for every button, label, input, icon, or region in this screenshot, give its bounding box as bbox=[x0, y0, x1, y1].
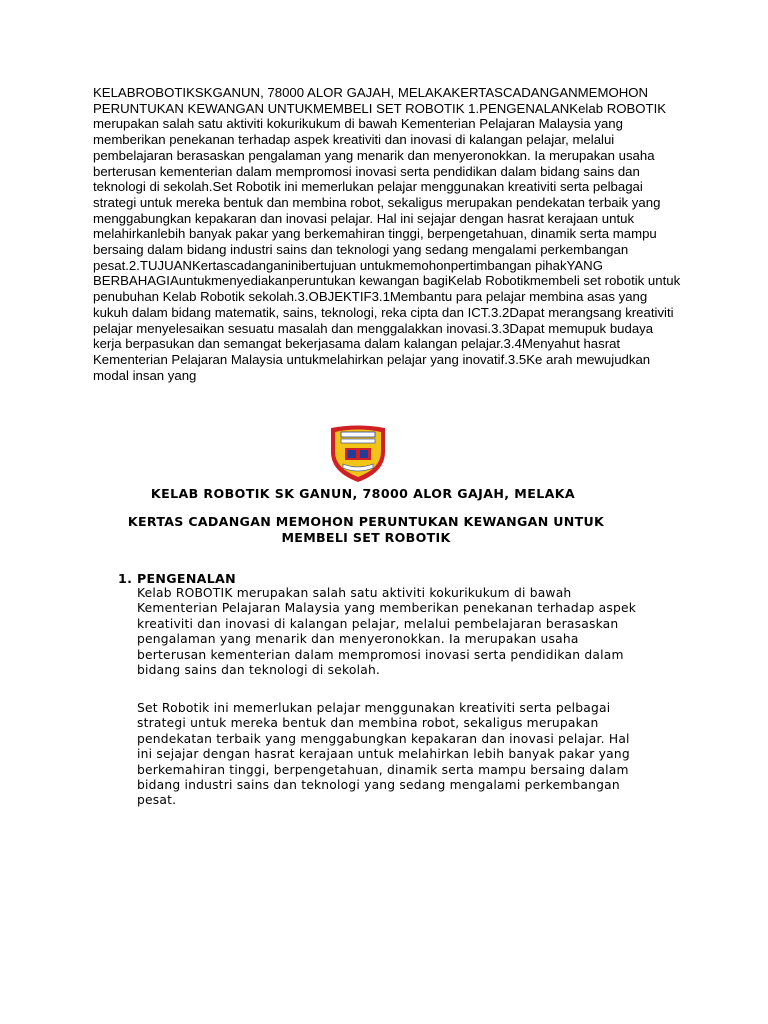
proposal-title-line-1: KERTAS CADANGAN MEMOHON PERUNTUKAN KEWANGAN UNTUK bbox=[127, 514, 605, 529]
section-number: 1. bbox=[118, 571, 133, 586]
section-title: PENGENALAN bbox=[137, 571, 236, 586]
proposal-title bbox=[0, 514, 732, 546]
section-heading-pengenalan bbox=[118, 571, 236, 586]
introduction-paragraph-1: Kelab ROBOTIK merupakan salah satu aktiviti kokurikukum di bawah Kementerian Pelajaran Malaysia yang memberikan penekanan terhadap aspek kreativiti dan inovasi di kalangan pelajar, melalui pembelajaran berasaskan pengalaman yang menarik dan menyeronokkan. Ia merupakan usaha berterusan kementerian dalam mempromosi inovasi serta pendidikan dalam bidang sains dan teknologi di sekolah. bbox=[137, 586, 637, 678]
introduction-paragraph-2: Set Robotik ini memerlukan pelajar menggunakan kreativiti serta pelbagai strategi untuk mereka bentuk dan membina robot, sekaligus merupakan pendekatan terbaik yang menggabungkan kepakaran dan inovasi pelajar. Hal ini sejajar dengan hasrat kerajaan untuk melahirkan lebih banyak pakar yang berkemahiran tinggi, berpengetahuan, dinamik serta mampu bersaing dalam bidang industri sains dan teknologi yang sedang mengalami perkembangan pesat. bbox=[137, 701, 630, 808]
proposal-title-line-2: MEMBELI SET ROBOTIK bbox=[281, 530, 451, 545]
club-title: KELAB ROBOTIK SK GANUN, 78000 ALOR GAJAH, MELAKA bbox=[150, 486, 576, 501]
extracted-text-block: KELABROBOTIKSKGANUN, 78000 ALOR GAJAH, MELAKAKERTASCADANGANMEMOHON PERUNTUKAN KEWANGAN UNTUKMEMBELI SET ROBOTIK 1.PENGENALANKelab ROBOTIK merupakan salah satu aktiviti kokurikukum di bawah Kementerian Pelajaran Malaysia yang memberikan penekanan terhadap aspek kreativiti dan inovasi di kalangan pelajar, melalui pembelajaran berasaskan pengalaman yang menarik dan menyeronokkan. Ia merupakan usaha berterusan kementerian dalam mempromosi inovasi serta pendidikan dalam bidang sains dan teknologi di sekolah.Set Robotik ini memerlukan pelajar menggunakan kreativiti serta pelbagai strategi untuk mereka bentuk dan membina robot, sekaligus merupakan pendekatan terbaik yang menggabungkan kepakaran dan inovasi pelajar. Hal ini sejajar dengan hasrat kerajaan untuk melahirkanlebih banyak pakar yang berkemahiran tinggi, berpengetahuan, dinamik serta mampu bersaing dalam bidang industri sains dan teknologi yang sedang mengalami perkembangan pesat.2.TUJUANKertascadanganinibertujuan untukmemohonpertimbangan pihakYANG BERBAHAGIAuntukmenyediakanperuntukan kewangan bagiKelab Robotikmembeli set robotik untuk penubuhan Kelab Robotik sekolah.3.OBJEKTIF3.1Membantu para pelajar membina asas yang kukuh dalam bidang matematik, sains, teknologi, reka cipta dan ICT.3.2Dapat merangsang kreativiti pelajar menyelesaikan sesuatu masalah dan menggalakkan inovasi.3.3Dapat memupuk budaya kerja berpasukan dan semangat bekerjasama dalam kalangan pelajar.3.4Menyahut hasrat Kementerian Pelajaran Malaysia untukmelahirkan pelajar yang inovatif.3.5Ke arah mewujudkan modal insan yang bbox=[93, 85, 681, 383]
school-crest-logo bbox=[327, 422, 389, 484]
